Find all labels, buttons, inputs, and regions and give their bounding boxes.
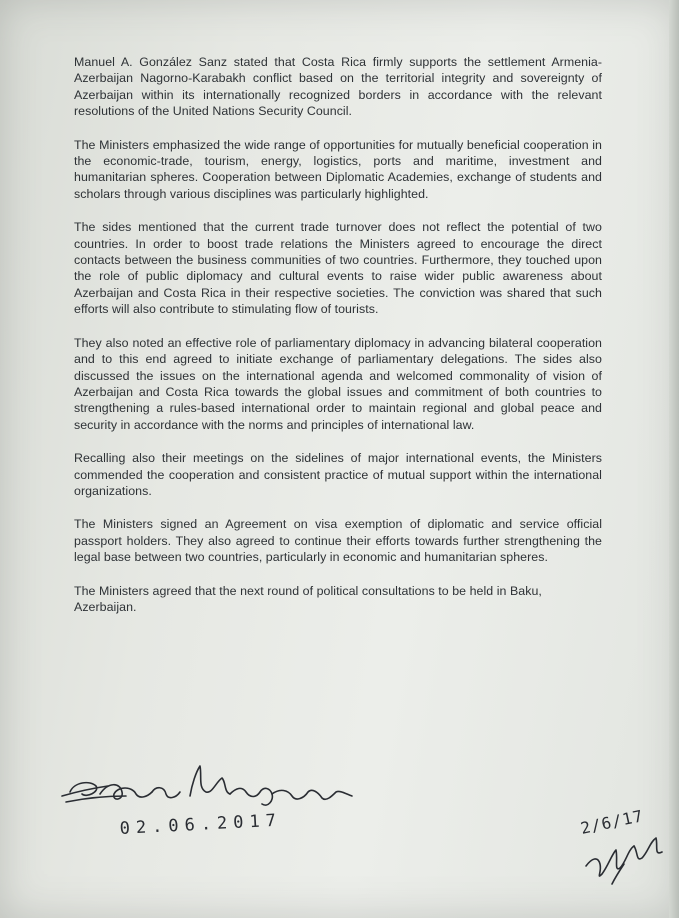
document-body [74,54,602,615]
paragraph-trade-turnover: The sides mentioned that the current trade turnover does not reflect the potential of two countries. In order to boost trade relations the Ministers agreed to encourage the direct contacts between the business communities of two countries. Furthermore, they touched upon the role of public diplomacy and cultural events to raise wider public awareness about Azerbaijan and Costa Rica in their respective societies. The conviction was shared that such efforts will also contribute to stimulating flow of tourists. [74,220,602,317]
right-signature [572,800,672,896]
right-signature-date: 2/6/17 [578,806,646,838]
paragraph-conflict-settlement: Manuel A. González Sanz stated that Costa Rica firmly supports the settlement Armenia-Azerbaijan Nagorno-Karabakh conflict based on the territorial integrity and sovereignty of Azerbaijan within its internationally recognized borders in accordance with the relevant resolutions of the United Nations Security Council. [74,55,602,119]
paragraph-international-events: Recalling also their meetings on the sidelines of major international events, the Ministers commended the cooperation and consistent practice of mutual support within the international organizations. [74,451,602,498]
paragraph-cooperation-spheres: The Ministers emphasized the wide range of opportunities for mutually beneficial cooperation in the economic-trade, tourism, energy, logistics, ports and maritime, investment and humanitarian spheres. Cooperation between Diplomatic Academies, exchange of students and scholars through various disciplines was particularly highlighted. [74,137,602,201]
left-signature-date: 02.06.2017 [119,810,283,839]
paragraph-next-consultations: The Ministers agreed that the next round of political consultations to be held in Baku, Azerbaijan. [74,583,542,614]
paragraph-visa-agreement: The Ministers signed an Agreement on visa exemption of diplomatic and service official passport holders. They also agreed to continue their efforts towards further strengthening the legal base between two countries, particularly in economic and humanitarian spheres. [74,517,602,565]
page-edge-shadow [669,0,679,918]
paragraph-parliamentary-diplomacy: They also noted an effective role of parliamentary diplomacy in advancing bilateral cooperation and to this end agreed to initiate exchange of parliamentary delegations. The sides also discussed the issues on the international agenda and welcomed commonality of vision of Azerbaijan and Costa Rica towards the global issues and commitment of both countries to strengthening a rules-based international order to maintain regional and global peace and security in accordance with the norms and principles of international law. [74,335,602,432]
left-signature [56,752,376,842]
